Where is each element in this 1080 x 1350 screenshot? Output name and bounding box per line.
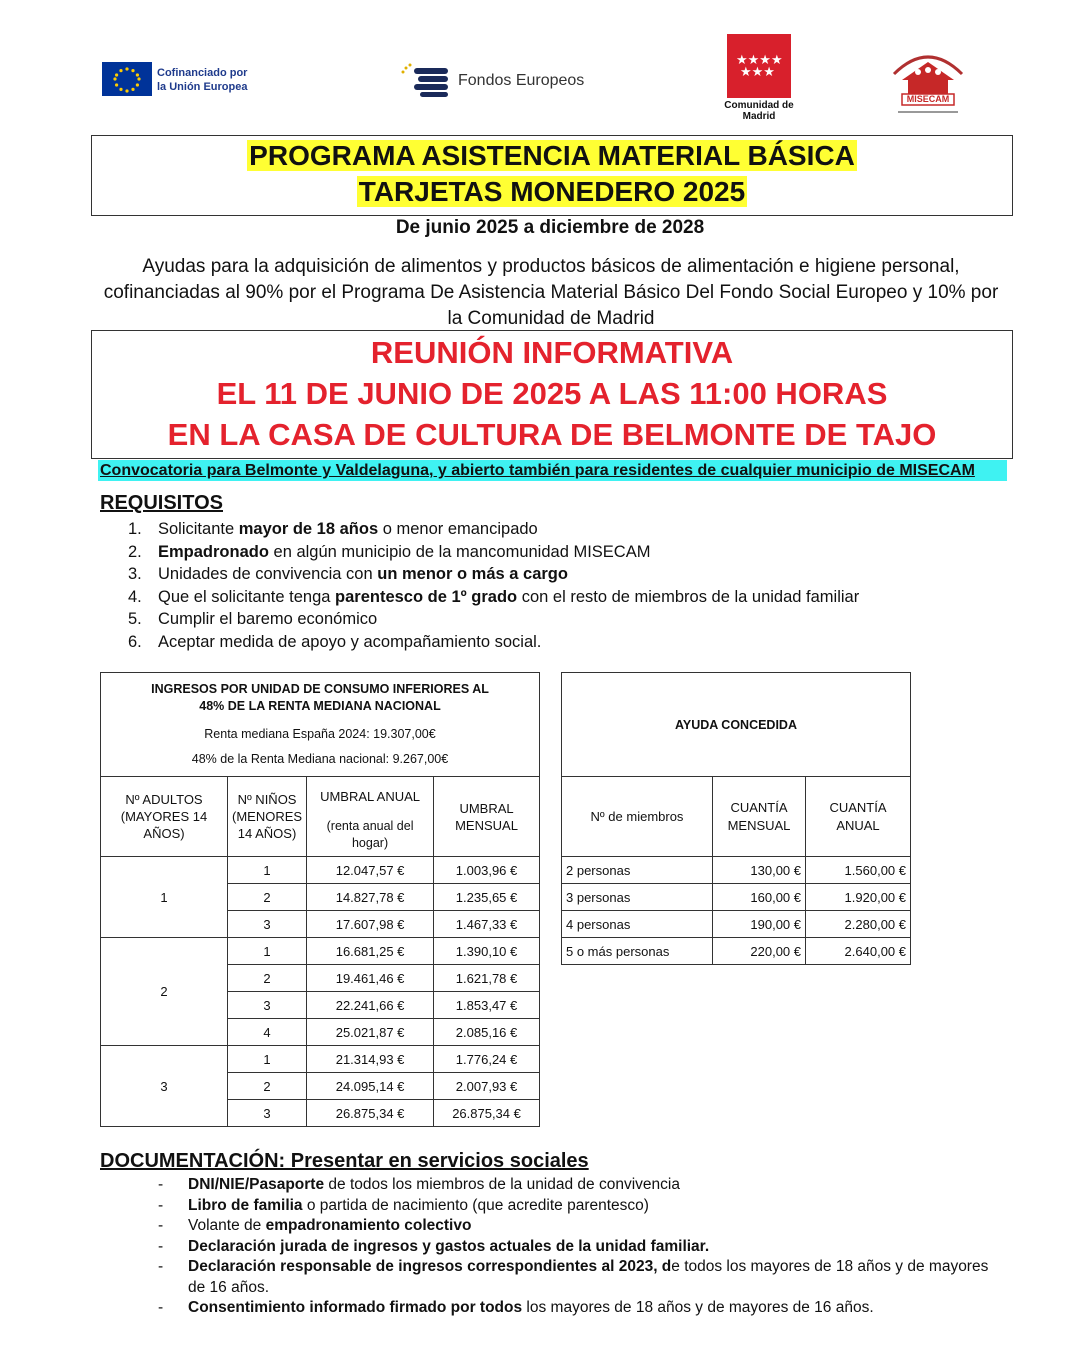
ingresos-header: INGRESOS POR UNIDAD DE CONSUMO INFERIORES AL 48% DE LA RENTA MEDIANA NACIONAL [151,682,489,713]
renta-mediana: Renta mediana España 2024: 19.307,00€ [204,727,436,741]
list-item: 2. Empadronado en algún municipio de la mancomunidad MISECAM [128,542,651,561]
reunion-line-2: EL 11 DE JUNIO DE 2025 A LAS 11:00 HORAS [216,376,888,411]
reunion-line-3: EN LA CASA DE CULTURA DE BELMONTE DE TAJO [167,417,937,452]
table-row: 2 personas 130,00 € 1.560,00 € [562,857,911,884]
documentacion-heading: DOCUMENTACIÓN: Presentar en servicios sociales [100,1150,589,1172]
comunidad-madrid-text: Comunidad de Madrid [724,100,794,122]
list-item: 1. Solicitante mayor de 18 años o menor emancipado [128,520,538,538]
documentacion-list [158,1175,1008,1319]
fondos-europeos-text: Fondos Europeos [458,72,585,89]
eu-logo-text: Cofinanciado por la Unión Europea [157,67,248,93]
ingresos-table [100,672,540,1127]
list-item: - Consentimiento informado firmado por todos los mayores de 18 años y de mayores de 16 años. [158,1299,874,1316]
list-item: 3. Unidades de convivencia con un menor o más a cargo [128,565,568,584]
table-row: 2 24.095,14 € 2.007,93 € [101,1073,540,1100]
col-adultos: Nº ADULTOS (MAYORES 14 AÑOS) [101,777,228,857]
table-row: 3 personas 160,00 € 1.920,00 € [562,884,911,911]
title-line-2: TARJETAS MONEDERO 2025 [358,176,746,207]
list-item: - DNI/NIE/Pasaporte de todos los miembros de la unidad de convivencia [158,1176,680,1193]
table-row: 5 o más personas 220,00 € 2.640,00 € [562,938,911,965]
table-row: 2 19.461,46 € 1.621,78 € [101,965,540,992]
list-item: - Declaración jurada de ingresos y gastos actuales de la unidad familiar. [158,1237,710,1255]
misecam-logo [888,44,968,120]
title-box [91,135,1013,216]
table-row: 1 1 12.047,57 € 1.003,96 € [101,857,540,884]
list-item: - Libro de familia o partida de nacimiento (que acredite parentesco) [158,1196,649,1214]
ayuda-table [561,672,911,965]
list-item: 4. Que el solicitante tenga parentesco de 1º grado con el resto de miembros de la unidad familiar [128,587,860,606]
table-row: 3 1 21.314,93 € 1.776,24 € [101,1046,540,1073]
col-ninos: Nº NIÑOS (MENORES 14 AÑOS) [228,777,307,857]
reunion-box [91,330,1013,459]
convocatoria-banner: Convocatoria para Belmonte y Valdelaguna, y abierto también para residentes de cualquier municipio de MISECAM [98,460,1007,481]
col-cuantia-mensual: CUANTÍA MENSUAL [713,777,806,857]
list-item: 6. Aceptar medida de apoyo y acompañamiento social. [128,632,542,651]
program-description: Ayudas para la adquisición de alimentos y productos básicos de alimentación e higiene personal, cofinanciadas al 90% por el Programa De Asistencia Material Básico Del Fondo Social Europeo y 10% por la Comunidad de Madrid [103,256,999,329]
table-row: 4 personas 190,00 € 2.280,00 € [562,911,911,938]
fondos-europeos-icon [400,62,452,98]
col-umbral-mensual: UMBRAL MENSUAL [434,777,540,857]
table-row: 2 14.827,78 € 1.235,65 € [101,884,540,911]
svg-text:★★★: ★★★ [740,65,775,80]
col-cuantia-anual: CUANTÍA ANUAL [806,777,911,857]
ayuda-header: AYUDA CONCEDIDA [562,673,911,777]
table-row: 3 17.607,98 € 1.467,33 € [101,911,540,938]
reunion-line-1: REUNIÓN INFORMATIVA [370,335,734,370]
eu-flag-logo [102,62,152,96]
title-line-1: PROGRAMA ASISTENCIA MATERIAL BÁSICA [249,140,855,171]
misecam-logo-text: MISECAM [906,94,950,104]
table-row: 4 25.021,87 € 2.085,16 € [101,1019,540,1046]
ingresos-header-cell [101,673,540,777]
comunidad-madrid-logo [727,34,791,98]
col-miembros: Nº de miembros [562,777,713,857]
requisitos-list [128,518,859,654]
list-item: 5. Cumplir el baremo económico [128,610,378,629]
col-umbral-anual: UMBRAL ANUAL (renta anual del hogar) [307,777,434,857]
table-row: 2 1 16.681,25 € 1.390,10 € [101,938,540,965]
table-row: 3 26.875,34 € 26.875,34 € [101,1100,540,1127]
requisitos-heading: REQUISITOS [100,492,223,514]
list-item: - Volante de empadronamiento colectivo [158,1217,472,1234]
renta-48pct: 48% de la Renta Mediana nacional: 9.267,00€ [191,752,449,766]
list-item: - Declaración responsable de ingresos correspondientes al 2023, de todos los mayores de 18 años y de mayores de 16 años. [158,1258,989,1296]
program-dates: De junio 2025 a diciembre de 2028 [395,217,705,238]
table-row: 3 22.241,66 € 1.853,47 € [101,992,540,1019]
svg-text:★★★★: ★★★★ [736,53,783,68]
